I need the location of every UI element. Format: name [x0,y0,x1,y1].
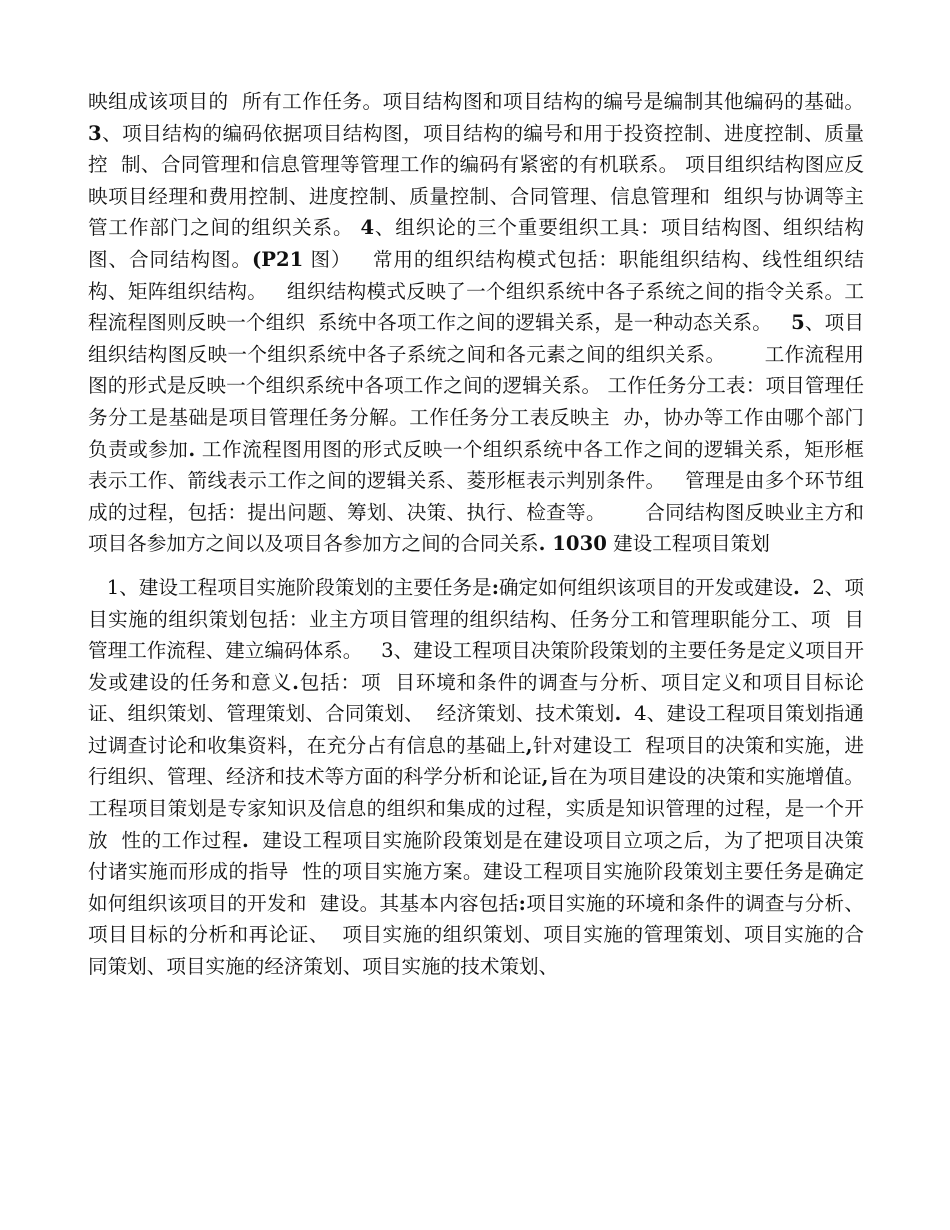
text-run: (P21 [252,247,304,271]
text-run: 、组织论的三个重要组织工具：项目结构图、组织结构图、合同结构图。 [88,216,865,271]
text-run: , [541,765,549,789]
text-run: 2、项目实施的组织策划包括：业主方项目管理的组织结构、任务分工和管理职能分工、项 目管理工作流程、建立编码体系。 3、建设工程项目决策阶段策划的主要任务是定义项目开发或建设的任务和意义 [88,575,864,694]
paragraph-1 [88,86,883,560]
text-run: 、项目结构的编码依据项目结构图，项目结构的编号和用于投资控制、进度控制、质量控 制、合同管理和信息管理等管理工作的编码有紧密的有机联系。 项目组织结构图应反映项目经理和费用控制、进度控制、质量控制、合同管理、信息管理和 组织与协调等主管工作部门之间的组织关系。 [88,121,864,240]
text-run: 、项目组织结构图反映一个组织系统中各子系统之间和各元素之间的组织关系。 工作流程用图的形式是反映一个组织系统中各项工作之间的逻辑关系。 工作任务分工表：项目管理任务分工是基础是项目管理任务分解。工作任务分工表反映主 办，协办等工作由哪个部门负责或参加 [88,311,865,461]
text-run: 包括：项 目环境和条件的调查与分析、项目定义和项目目标论证、组织策划、管理策划、合同策划、 经济策划、技术策划 [88,670,864,726]
text-run: . [188,437,196,461]
text-run: 旨在为项目建设的决策和实施增值。 工程项目策划是专家知识及信息的组织和集成的过程，实质是知识管理的过程，是一个开放 性的工作过程 [88,765,883,852]
text-run: 项目实施的环境和条件的调查与分析、项目目标的分析和再论证、 项目实施的组织策划、项目实施的管理策划、项目实施的合同策划、项目实施的经济策划、项目实施的技术策划、 [88,891,864,979]
text-run: 建设工程项目策划 [606,532,770,556]
text-run: 确定如何组织该项目的开发或建设 [498,575,794,599]
text-run: 映组成该项目的 所有工作任务。项目结构图和项目结构的编号是编制其他编码的基础。 [88,90,883,113]
text-run: 4、建设工程项目策划指通过调查讨论和收集资料，在充分占有信息的基础上 [88,702,864,757]
text-run: 3 [88,121,102,145]
text-run: . 1030 [538,532,607,556]
text-run: . [793,575,800,599]
text-run: . [292,670,299,694]
text-run: 1、建设工程项目实施阶段策划的主要任务是 [88,575,492,599]
text-run: 针对建设工 程项目的决策和实施，进行组织、管理、经济和技术等方面的科学分析和论证 [88,733,864,789]
text-run: 建设工程项目实施阶段策划是在建设项目立项之后，为了把项目决策付诸实施而形成的指导 性的项目实施方案。建设工程项目实施阶段策划主要任务是确定如何组织该项目的开发和 建设。其基本内容包括 [88,828,864,915]
paragraph-2 [88,572,883,983]
text-run: 工作流程图用图的形式反映一个组织系统中各工作之间的逻辑关系，矩形框表示工作、箭线表示工作之间的逻辑关系、菱形框表示判别条件。 管理是由多个环节组成的过程，包括：提出问题、筹划、决策、执行、检查等。 合同结构图反映业主方和项目各参加方之间以及项目各参加方之间的合同关系 [88,437,864,556]
text-run: : [518,891,526,915]
text-run: 4 [360,216,375,240]
text-run: . [614,702,622,726]
text-run: , [525,733,533,757]
text-run: : [491,575,499,599]
document-body [88,86,883,983]
text-run: 图） 常用的组织结构模式包括：职能组织结构、线性组织结构、矩阵组织结构。 组织结构模式反映了一个组织系统中各子系统之间的指令关系。工程流程图则反映一个组织 系统中各项工作之间的逻辑关系，是一种动态关系。 [88,247,865,335]
text-run: 5 [791,311,805,335]
text-run: . [241,828,249,852]
